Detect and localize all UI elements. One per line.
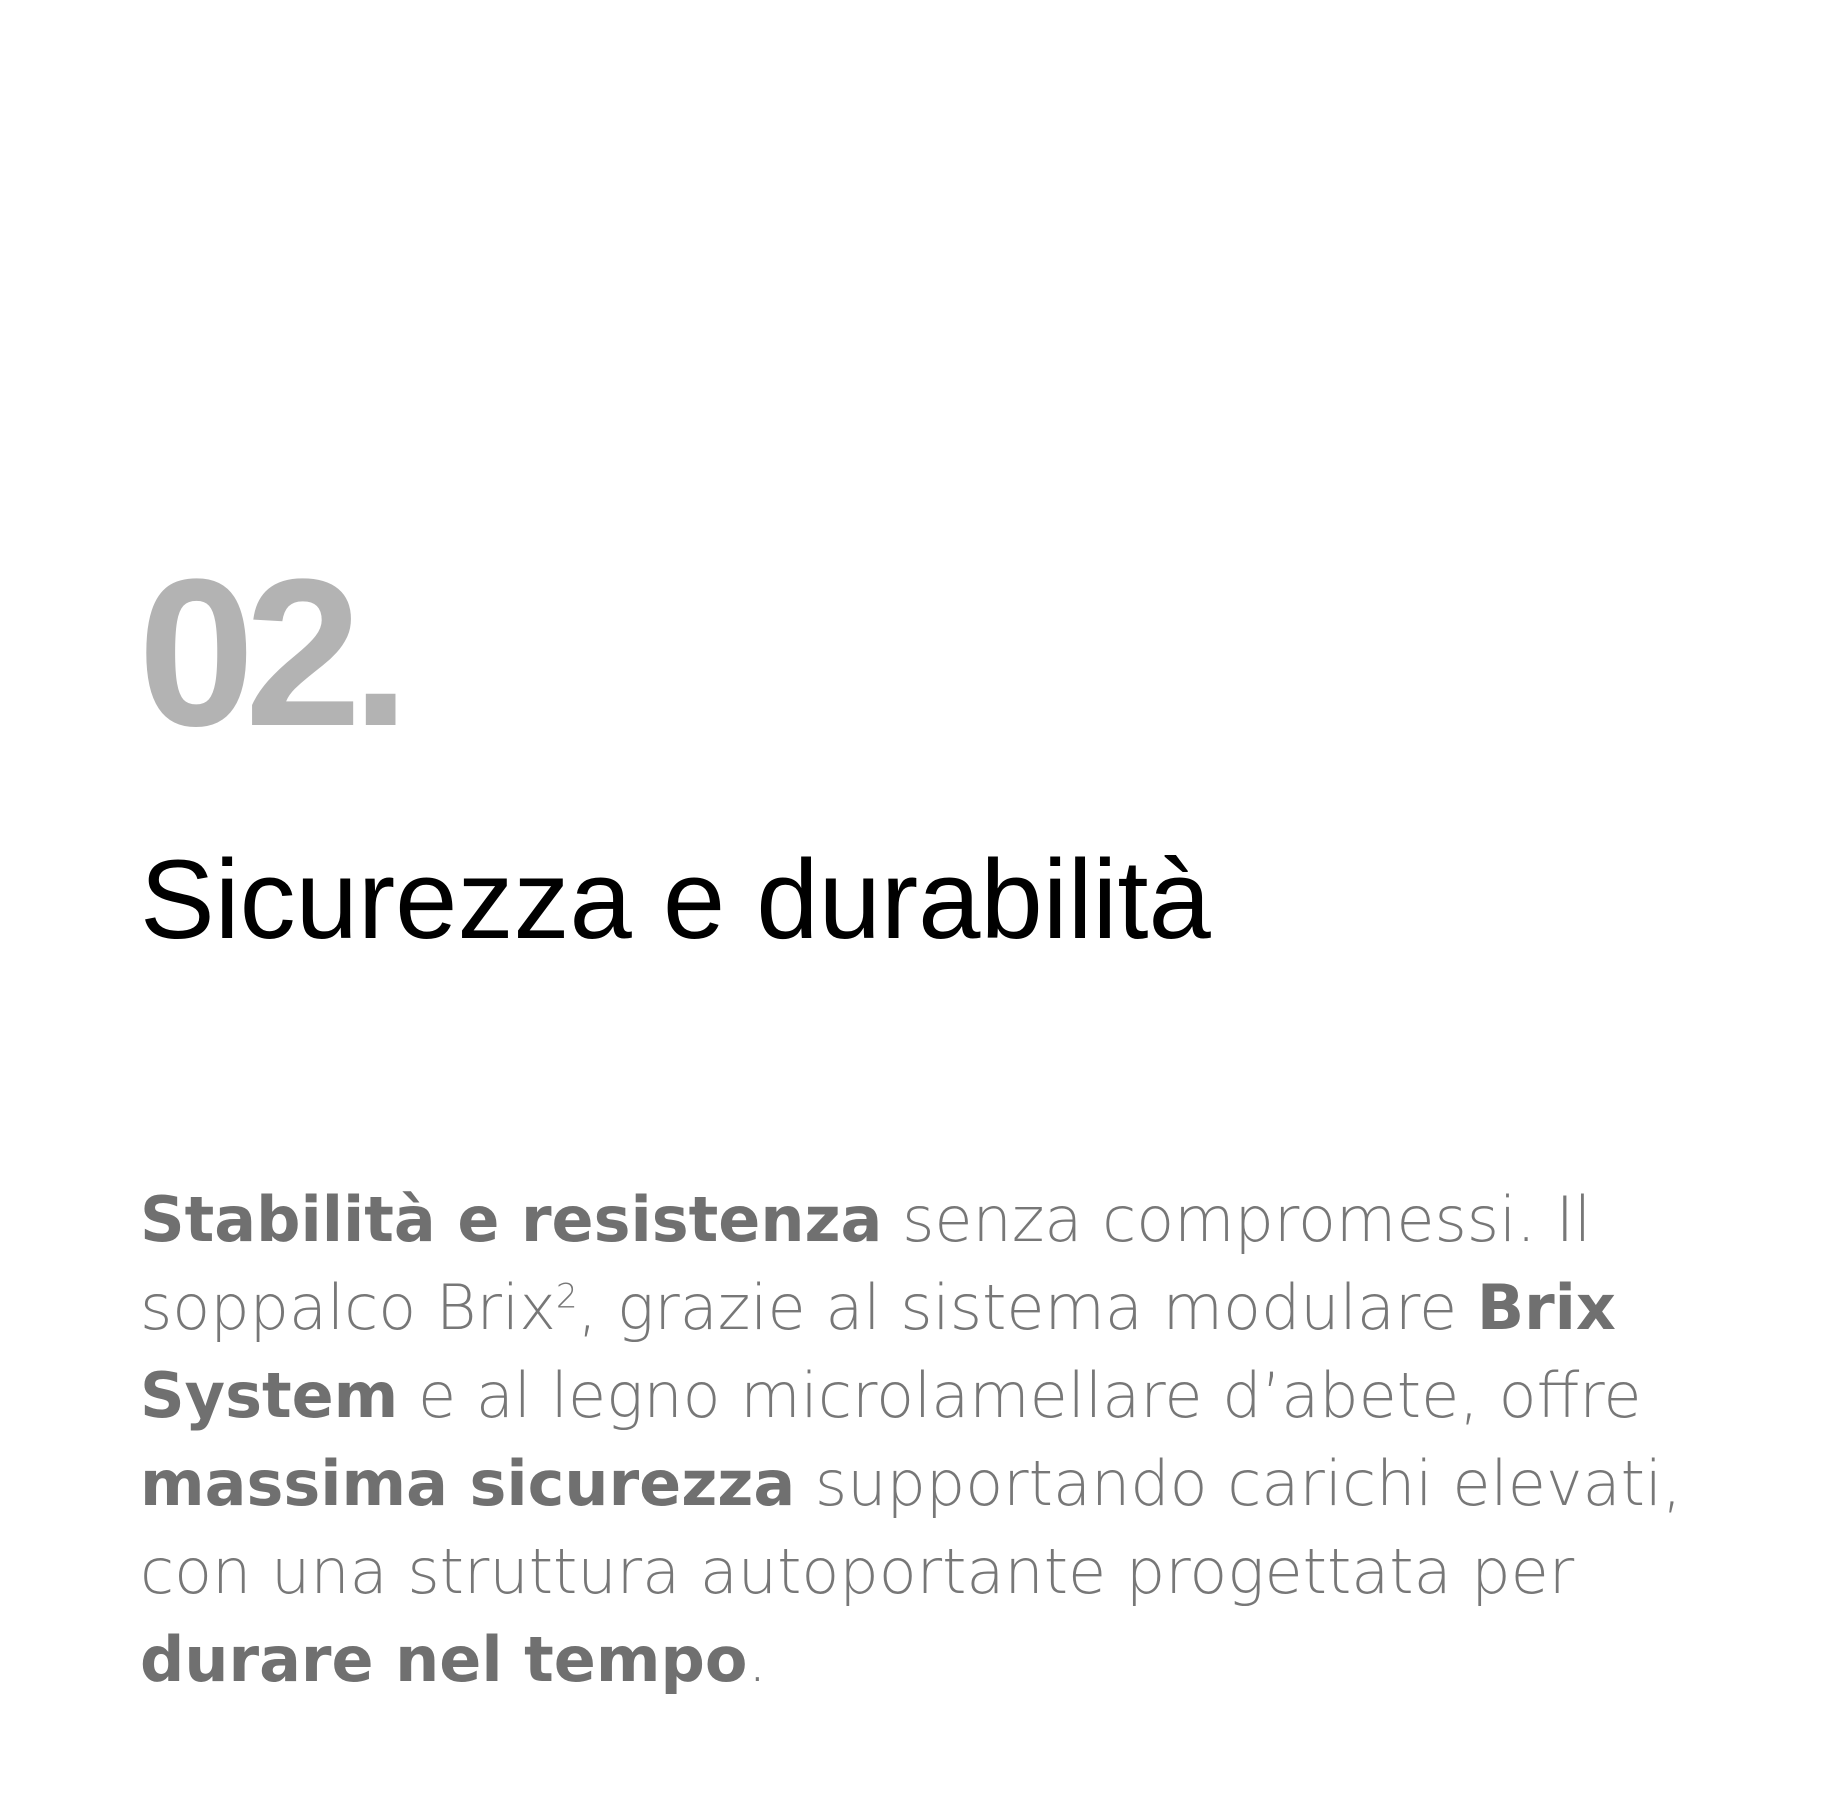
text-segment-2: , grazie al sistema modulare xyxy=(577,1271,1477,1344)
bold-phrase-stability: Stabilità e resistenza xyxy=(140,1183,883,1256)
text-segment-5: . xyxy=(747,1623,768,1696)
section-title: Sicurezza e durabilità xyxy=(140,837,1211,962)
section-number: 02. xyxy=(138,535,400,770)
bold-phrase-brix-system: Brix System xyxy=(140,1271,1616,1432)
bold-phrase-safety: massima sicurezza xyxy=(140,1447,796,1520)
text-segment-1: senza compromessi. Il soppalco Brix xyxy=(140,1183,1592,1344)
description-paragraph xyxy=(140,1176,1720,1704)
superscript-2: 2 xyxy=(555,1276,578,1317)
text-segment-4: supportando carichi elevati, con una struttura autoportante progettata per xyxy=(140,1447,1682,1608)
text-segment-3: e al legno microlamellare d’abete, offre xyxy=(398,1359,1642,1432)
bold-phrase-durability: durare nel tempo xyxy=(140,1623,748,1696)
